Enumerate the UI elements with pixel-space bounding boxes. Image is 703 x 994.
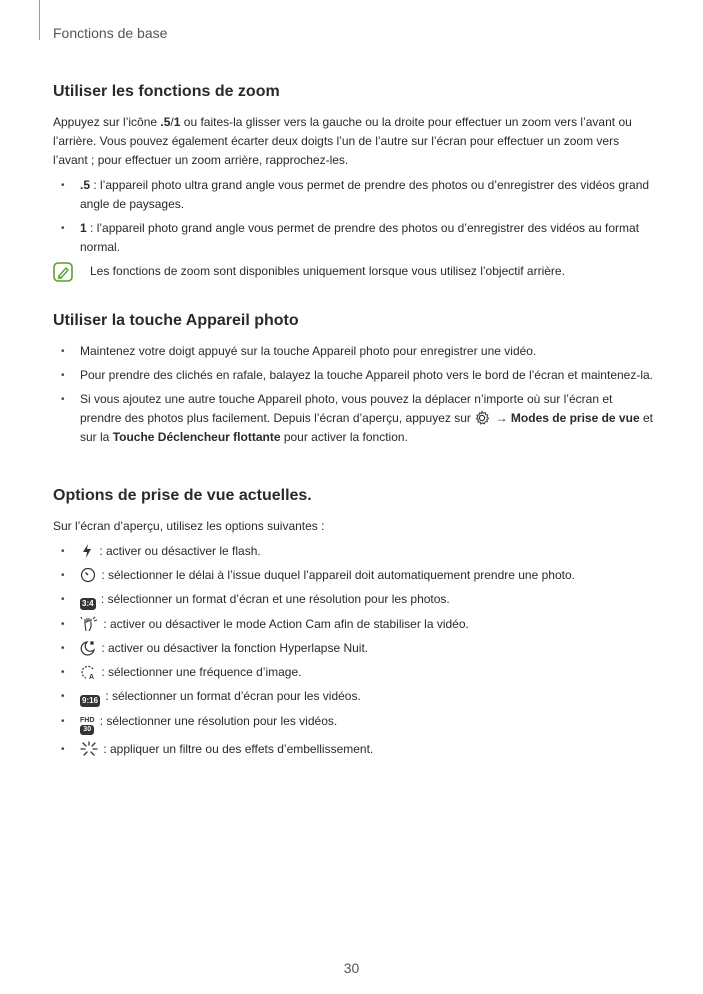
- list-item: • : activer ou désactiver le flash.: [61, 544, 261, 558]
- hyperlapse-night-icon: [80, 640, 96, 656]
- section-title-options: Options de prise de vue actuelles.: [53, 487, 312, 504]
- section-title-shutter: Utiliser la touche Appareil photo: [53, 312, 299, 329]
- frame-rate-icon-label: A: [89, 674, 95, 680]
- timer-icon: [80, 567, 96, 583]
- list-item: • .5 : l’appareil photo ultra grand angle vous permet de prendre des photos ou d’enregistrer des vidéos grand angle de paysages.: [61, 178, 650, 211]
- list-item: • : activer ou désactiver la fonction Hyperlapse Nuit.: [61, 641, 369, 655]
- settings-gear-icon: [474, 410, 490, 426]
- list-item: • 1 : l’appareil photo grand angle vous permet de prendre des photos ou d’enregistrer des vidéos au format normal.: [61, 221, 640, 254]
- section-zoom: [53, 83, 653, 281]
- list-item: • : activer ou désactiver le mode Action Cam afin de stabiliser la vidéo.: [61, 617, 469, 631]
- options-intro: Sur l’écran d’aperçu, utilisez les options suivantes :: [53, 519, 325, 533]
- note: [53, 262, 653, 281]
- flash-icon: [80, 543, 94, 559]
- options-list: [53, 542, 653, 759]
- filter-effects-icon: [80, 741, 98, 757]
- shutter-bullets: [53, 342, 653, 447]
- list-item: • Maintenez votre doigt appuyé sur la touche Appareil photo pour enregistrer une vidéo.: [61, 344, 537, 358]
- resolution-fhd-icon: FHD 30: [80, 717, 95, 733]
- list-item: • : appliquer un filtre ou des effets d’embellissement.: [61, 742, 374, 756]
- section-options: [53, 487, 653, 764]
- frame-rate-icon: [80, 664, 96, 680]
- note-text: Les fonctions de zoom sont disponibles uniquement lorsque vous utilisez l’objectif arrière.: [90, 264, 565, 278]
- ratio-3-4-icon: 3:4: [82, 599, 94, 608]
- list-item: • : sélectionner le délai à l’issue duquel l’appareil doit automatiquement prendre une photo.: [61, 568, 575, 582]
- list-item: • Si vous ajoutez une autre touche Appareil photo, vous pouvez la déplacer n’importe où sur l’écran et prendre des photos plus facilement. Depuis l’écran d’aperçu, appuyez sur → Modes de prise de vue et sur la Touche Déclencheur flottante pour activer la fonction.: [61, 392, 653, 444]
- page-number: 30: [343, 960, 360, 976]
- action-cam-icon: [80, 616, 98, 632]
- zoom-intro: Appuyez sur l’icône .5/1 ou faites-la glisser vers la gauche ou la droite pour effectuer un zoom vers l’avant ou l’arrière. Vous pouvez également écarter deux doigts l’un de l’autre sur l’écran pour effectuer un zoom vers l’avant ; pour effectuer un zoom arrière, rapprochez-les.: [53, 115, 632, 167]
- list-item: • 3:4 : sélectionner un format d’écran et une résolution pour les photos.: [61, 592, 450, 608]
- note-icon: [53, 262, 73, 282]
- margin-rule: [39, 0, 40, 40]
- list-item: • A : sélectionner une fréquence d’image.: [61, 665, 302, 680]
- list-item: • 9:16 : sélectionner un format d’écran pour les vidéos.: [61, 689, 361, 705]
- section-title-zoom: Utiliser les fonctions de zoom: [53, 83, 280, 100]
- running-header: Fonctions de base: [53, 25, 168, 41]
- ratio-9-16-icon: 9:16: [82, 696, 99, 705]
- section-shutter: [53, 312, 653, 452]
- zoom-bullets: [53, 176, 653, 257]
- list-item: • Pour prendre des clichés en rafale, balayez la touche Appareil photo vers le bord de l’écran et maintenez-la.: [61, 368, 654, 382]
- list-item: • FHD 30 : sélectionner une résolution pour les vidéos.: [61, 714, 338, 733]
